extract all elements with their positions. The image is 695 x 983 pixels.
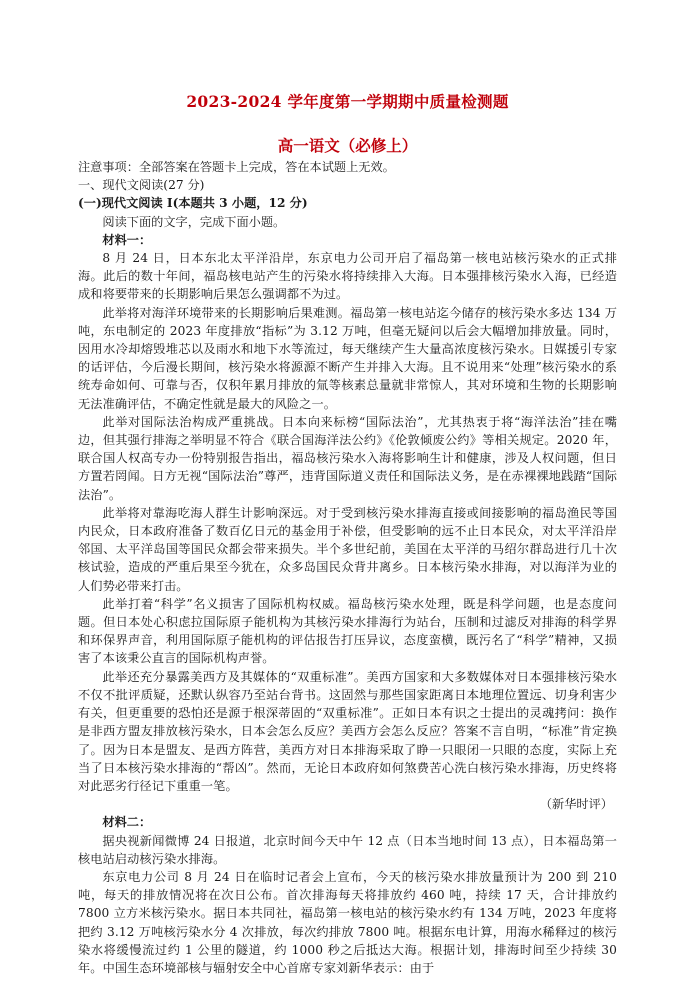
material1-paragraph-3: 此举对国际法治构成严重挑战。日本向来标榜“国际法治”，尤其热衷于将“海洋法治”挂在嘴边，但其强行排海之举明显不符合《联合国海洋法公约》《伦敦倾废公约》等相关规定。2020 年，联合国人权高专办一份特别报告指出，福岛核污染水入海将影响生计和健康，涉及人权问题，但日方置若罔闻。日方无视“国际法治”尊严，违背国际道义责任和国际法义务，是在赤裸裸地践踏“国际法治”。: [78, 414, 617, 502]
material2-label: 材料二：: [102, 815, 152, 830]
material1-paragraph-4: 此举将对靠海吃海人群生计影响深远。对于受到核污染水排海直接或间接影响的福岛渔民等国内民众，日本政府准备了数百亿日元的基金用于补偿，但受影响的远不止日本民众，对太平洋沿岸邻国、太平洋岛国等国民众都会带来损失。半个多世纪前，美国在太平洋的马绍尔群岛进行几十次核试验，造成的严重后果至今犹在，众多岛国民众背井离乡。日本核污染水排海，对以海洋为业的人们势必带来打击。: [78, 505, 617, 593]
material1-paragraph-5: 此举打着“科学”名义损害了国际机构权威。福岛核污染水处理，既是科学问题，也是态度问题。但日本处心积虑拉国际原子能机构为其核污染水排海行为站台，压制和过滤反对排海的科学界和环保界声音，利用国际原子能机构的评估报告打压异议，态度蛮横，既污名了“科学”精神，又损害了本该秉公直言的国际机构声誉。: [78, 596, 617, 666]
part-heading: (一)现代文阅读 I(本题共 3 小题，12 分): [78, 196, 308, 211]
material2-paragraph-1: 据央视新闻微博 24 日报道，北京时间今天中午 12 点（日本当地时间 13 点），日本福岛第一核电站启动核污染水排海。: [78, 833, 617, 866]
instruction: 阅读下面的文字，完成下面小题。: [102, 214, 286, 229]
material1-label: 材料一：: [102, 232, 152, 247]
section-heading: 一、现代文阅读(27 分): [78, 178, 205, 193]
material1-source: （新华时评）: [539, 797, 613, 812]
material1-paragraph-2: 此举将对海洋环境带来的长期影响后果难测。福岛第一核电站迄今储存的核污染水多达 134 万吨，东电制定的 2023 年度排放“指标”为 3.12 万吨，但毫无疑问以后会大幅增加排放量。同时，因用水冷却熔毁堆芯以及雨水和地下水等流过，每天继续产生大量高浓度核污染水。日媒援引专家的话评估，今后漫长期间，核污染水将源源不断产生并排入大海。且不说用来“处理”核污染水的系统寿命如何、可靠与否，仅积年累月排放的氚等核素总量就非常惊人，其对环境和生物的长期影响无法准确评估，不确定性就是最大的风险之一。: [78, 305, 617, 411]
material2-paragraph-2: 东京电力公司 8 月 24 日在临时记者会上宣布，今天的核污染水排放量预计为 200 到 210 吨，每天的排放情况将在次日公布。首次排海每天将排放约 460 吨，持续 17 天，合计排放约 7800 立方米核污染水。据日本共同社，福岛第一核电站的核污染水约有 134 万吨，2023 年度将把约 3.12 万吨核污染水分 4 次排放，每次约排放 7800 吨。根据东电计算，用海水稀释过的核污染水将缓慢流过约 1 公里的隧道，约 1000 秒之后抵达大海。根据计划，排海时间至少持续 30 年。中国生态环境部核与辐射安全中心首席专家刘新华表示：由于: [78, 869, 617, 975]
material1-paragraph-1: 8 月 24 日，日本东北太平洋沿岸，东京电力公司开启了福岛第一核电站核污染水的正式排海。此后的数十年间，福岛核电站产生的污染水将持续排入大海。日本强排核污染水入海，已经造成和将要带来的长期影响后果怎么强调都不为过。: [78, 251, 617, 302]
exam-title: 2023-2024 学年度第一学期期中质量检测题: [186, 92, 509, 111]
notice: 注意事项：全部答案在答题卡上完成，答在本试题上无效。: [78, 160, 395, 174]
material1-paragraph-6: 此举还充分暴露美西方及其媒体的“双重标准”。美西方国家和大多数媒体对日本强排核污染水不仅不批评质疑，还默认纵容乃至站台背书。这固然与那些国家距离日本地理位置远、切身利害少有关，但更重要的恐怕还是源于根深蒂固的“双重标准”。正如日本有识之士提出的灵魂拷问：换作是非西方盟友排放核污染水，日本会怎么反应？美西方会怎么反应？答案不言自明，“标准”肯定换了。因为日本是盟友、是西方阵营，美西方对日本排海采取了睁一只眼闭一只眼的态度，实际上充当了日本核污染水排海的“帮凶”。然而，无论日本政府如何煞费苦心洗白核污染水排海，历史终将对此恶劣行径记下重重一笔。: [78, 669, 617, 793]
exam-subtitle: 高一语文（必修上）: [277, 136, 418, 155]
